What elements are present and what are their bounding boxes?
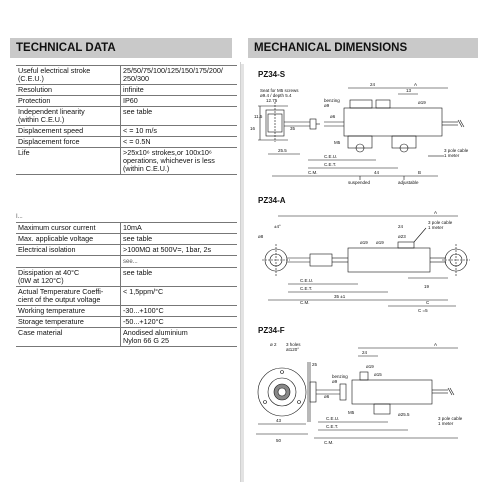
pz34-s-seat-note: Seat for M5 screws ø9.4 / depth 5.4	[260, 88, 299, 98]
pz34-a-cable: 3 pole cable 1 meter	[428, 220, 453, 230]
pz34-f-o15: ø15	[374, 372, 382, 377]
pz34-s-cable: 3 pole cable 1 meter	[444, 148, 469, 158]
pz34-s-dim-12-75: 12.75	[266, 98, 278, 103]
pz34-s-dim-a: A	[414, 82, 418, 87]
pz34-s-ceu: C.E.U.	[324, 154, 338, 159]
technical-data-header: TECHNICAL DATA	[10, 38, 232, 58]
cut-off-line	[16, 214, 230, 220]
spec-key: Dissipation at 40°C (0W at 120°C)	[16, 268, 121, 287]
pz34-s-dim-o6: ø6	[330, 114, 336, 119]
pz34-f-cet: C.E.T.	[326, 424, 339, 429]
spec-row	[16, 85, 237, 96]
spec-row	[16, 287, 237, 306]
spec-value: -30...+100°C	[121, 306, 238, 317]
pz34-a-o19-b: ø19	[376, 240, 384, 245]
pz34-a-24: 24	[398, 224, 404, 229]
pz34-s-dim-16: 16	[250, 126, 256, 131]
cut-off-text: see...	[123, 259, 138, 265]
spec-row	[16, 126, 237, 137]
spec-key: Storage temperature	[16, 317, 121, 328]
pz34-s-dim-25-5: 25.5	[278, 148, 287, 153]
spec-key: Electrical isolation	[16, 245, 121, 256]
spec-row	[16, 268, 237, 287]
spec-key: Resolution	[16, 85, 121, 96]
pz34-a-o19-a: ø19	[360, 240, 368, 245]
spec-value: see table	[121, 107, 238, 126]
model-pz34-f-label: PZ34-F	[258, 326, 285, 335]
spec-value	[121, 256, 238, 268]
spec-row	[16, 66, 237, 85]
spec-key: Independent linearity (within C.E.U.)	[16, 107, 121, 126]
pz34-f-43: 43	[276, 418, 282, 423]
pz34-f-holes: 3 holes at120°	[286, 342, 301, 352]
spec-key: Maximum cursor current	[16, 223, 121, 234]
pz34-f-ceu: C.E.U.	[326, 416, 340, 421]
pz34-a-35: 35 ±1	[334, 294, 346, 299]
spec-key: Working temperature	[16, 306, 121, 317]
pz34-s-dim-b: B	[418, 170, 422, 175]
spec-key: Useful electrical stroke (C.E.U.)	[16, 66, 121, 85]
spec-key: Case material	[16, 328, 121, 347]
technical-data-table-2	[16, 222, 237, 347]
pz34-f-cable: 3 pole cable 1 meter	[438, 416, 463, 426]
pz34-a-a: A	[434, 210, 438, 215]
spec-value: -50...+120°C	[121, 317, 238, 328]
pz34-a-c5: C =5	[418, 308, 428, 313]
pz34-f-25: 25	[312, 362, 318, 367]
model-pz34-s-label: PZ34-S	[258, 70, 286, 79]
pz34-s-dim-o19: ø19	[418, 100, 426, 105]
pz34-f-cm: C.M.	[324, 440, 334, 445]
spec-value: >25x10⁶ strokes,or 100x10⁶ operations, whichever is less (within C.E.U.)	[121, 148, 238, 175]
pz34-s-benzing: benzing ø9	[324, 98, 340, 108]
mechanical-dimensions-header: MECHANICAL DIMENSIONS	[248, 38, 478, 58]
pz34-a-ceu: C.E.U.	[300, 278, 314, 283]
spec-row	[16, 306, 237, 317]
drawing-pz34-a	[248, 204, 480, 316]
spec-value: IP60	[121, 96, 238, 107]
pz34-a-cet: C.E.T.	[300, 286, 313, 291]
pz34-s-dim-11-5: 11.5	[254, 114, 263, 119]
spec-key: Actual Temperature Coeffi- cient of the output voltage	[16, 287, 121, 306]
pz34-f-24: 24	[362, 350, 368, 355]
spec-row	[16, 148, 237, 175]
drawing-pz34-f	[248, 336, 480, 446]
model-pz34-a-label: PZ34-A	[258, 196, 286, 205]
pz34-f-o2: ø 2	[270, 342, 277, 347]
pz34-f-m5: M5	[348, 410, 355, 415]
spec-row	[16, 96, 237, 107]
pz34-s-cet: C.E.T.	[324, 162, 337, 167]
spec-value: see table	[121, 268, 238, 287]
spec-value: < = 0.5N	[121, 137, 238, 148]
spec-row	[16, 317, 237, 328]
spec-value: see table	[121, 234, 238, 245]
spec-row	[16, 245, 237, 256]
column-divider-shade	[241, 64, 244, 482]
spec-key: Displacement speed	[16, 126, 121, 137]
technical-data-table-1	[16, 65, 237, 175]
pz34-a-angle: ±4°	[274, 224, 281, 229]
pz34-a-cm: C.M.	[300, 300, 310, 305]
pz34-s-dim-13: 13	[406, 88, 412, 93]
cut-off-text: I...	[16, 214, 23, 220]
spec-row	[16, 137, 237, 148]
pz34-s-cm: C.M.	[308, 170, 318, 175]
pz34-f-benzing: benzing ø9	[332, 374, 348, 384]
spec-row	[16, 234, 237, 245]
pz34-s-suspended: suspended	[348, 180, 371, 185]
pz34-s-dim-35: 35	[290, 126, 296, 131]
spec-value: >100MΩ at 500V=, 1bar, 2s	[121, 245, 238, 256]
pz34-s-dim-24: 24	[370, 82, 376, 87]
spec-value: 10mA	[121, 223, 238, 234]
spec-value: < = 10 m/s	[121, 126, 238, 137]
pz34-f-o6: ø6	[324, 394, 330, 399]
spec-row	[16, 107, 237, 126]
pz34-a-o8: ø8	[258, 234, 264, 239]
pz34-a-19: 19	[424, 284, 430, 289]
spec-row	[16, 256, 237, 268]
spec-key: Protection	[16, 96, 121, 107]
pz34-f-o19: ø19	[366, 364, 374, 369]
spec-key: Max. applicable voltage	[16, 234, 121, 245]
spec-key: Displacement force	[16, 137, 121, 148]
spec-value: infinite	[121, 85, 238, 96]
pz34-s-adjustable: adjustable	[398, 180, 419, 185]
pz34-f-o25-5: ø25.5	[398, 412, 410, 417]
pz34-a-c: C	[426, 300, 430, 305]
spec-row	[16, 223, 237, 234]
pz34-s-dim-m5: M5	[334, 140, 341, 145]
pz34-a-o23: ø23	[398, 234, 406, 239]
spec-value: < 1,5ppm/°C	[121, 287, 238, 306]
spec-row	[16, 328, 237, 347]
spec-key	[16, 256, 121, 268]
spec-value: Anodised aluminium Nylon 66 G 25	[121, 328, 238, 347]
drawing-pz34-s	[248, 80, 480, 195]
pz34-f-50: 50	[276, 438, 282, 443]
spec-key: Life	[16, 148, 121, 175]
spec-value: 25/50/75/100/125/150/175/200/ 250/300	[121, 66, 238, 85]
pz34-s-dim-44: 44	[374, 170, 380, 175]
pz34-f-a: A	[434, 342, 438, 347]
